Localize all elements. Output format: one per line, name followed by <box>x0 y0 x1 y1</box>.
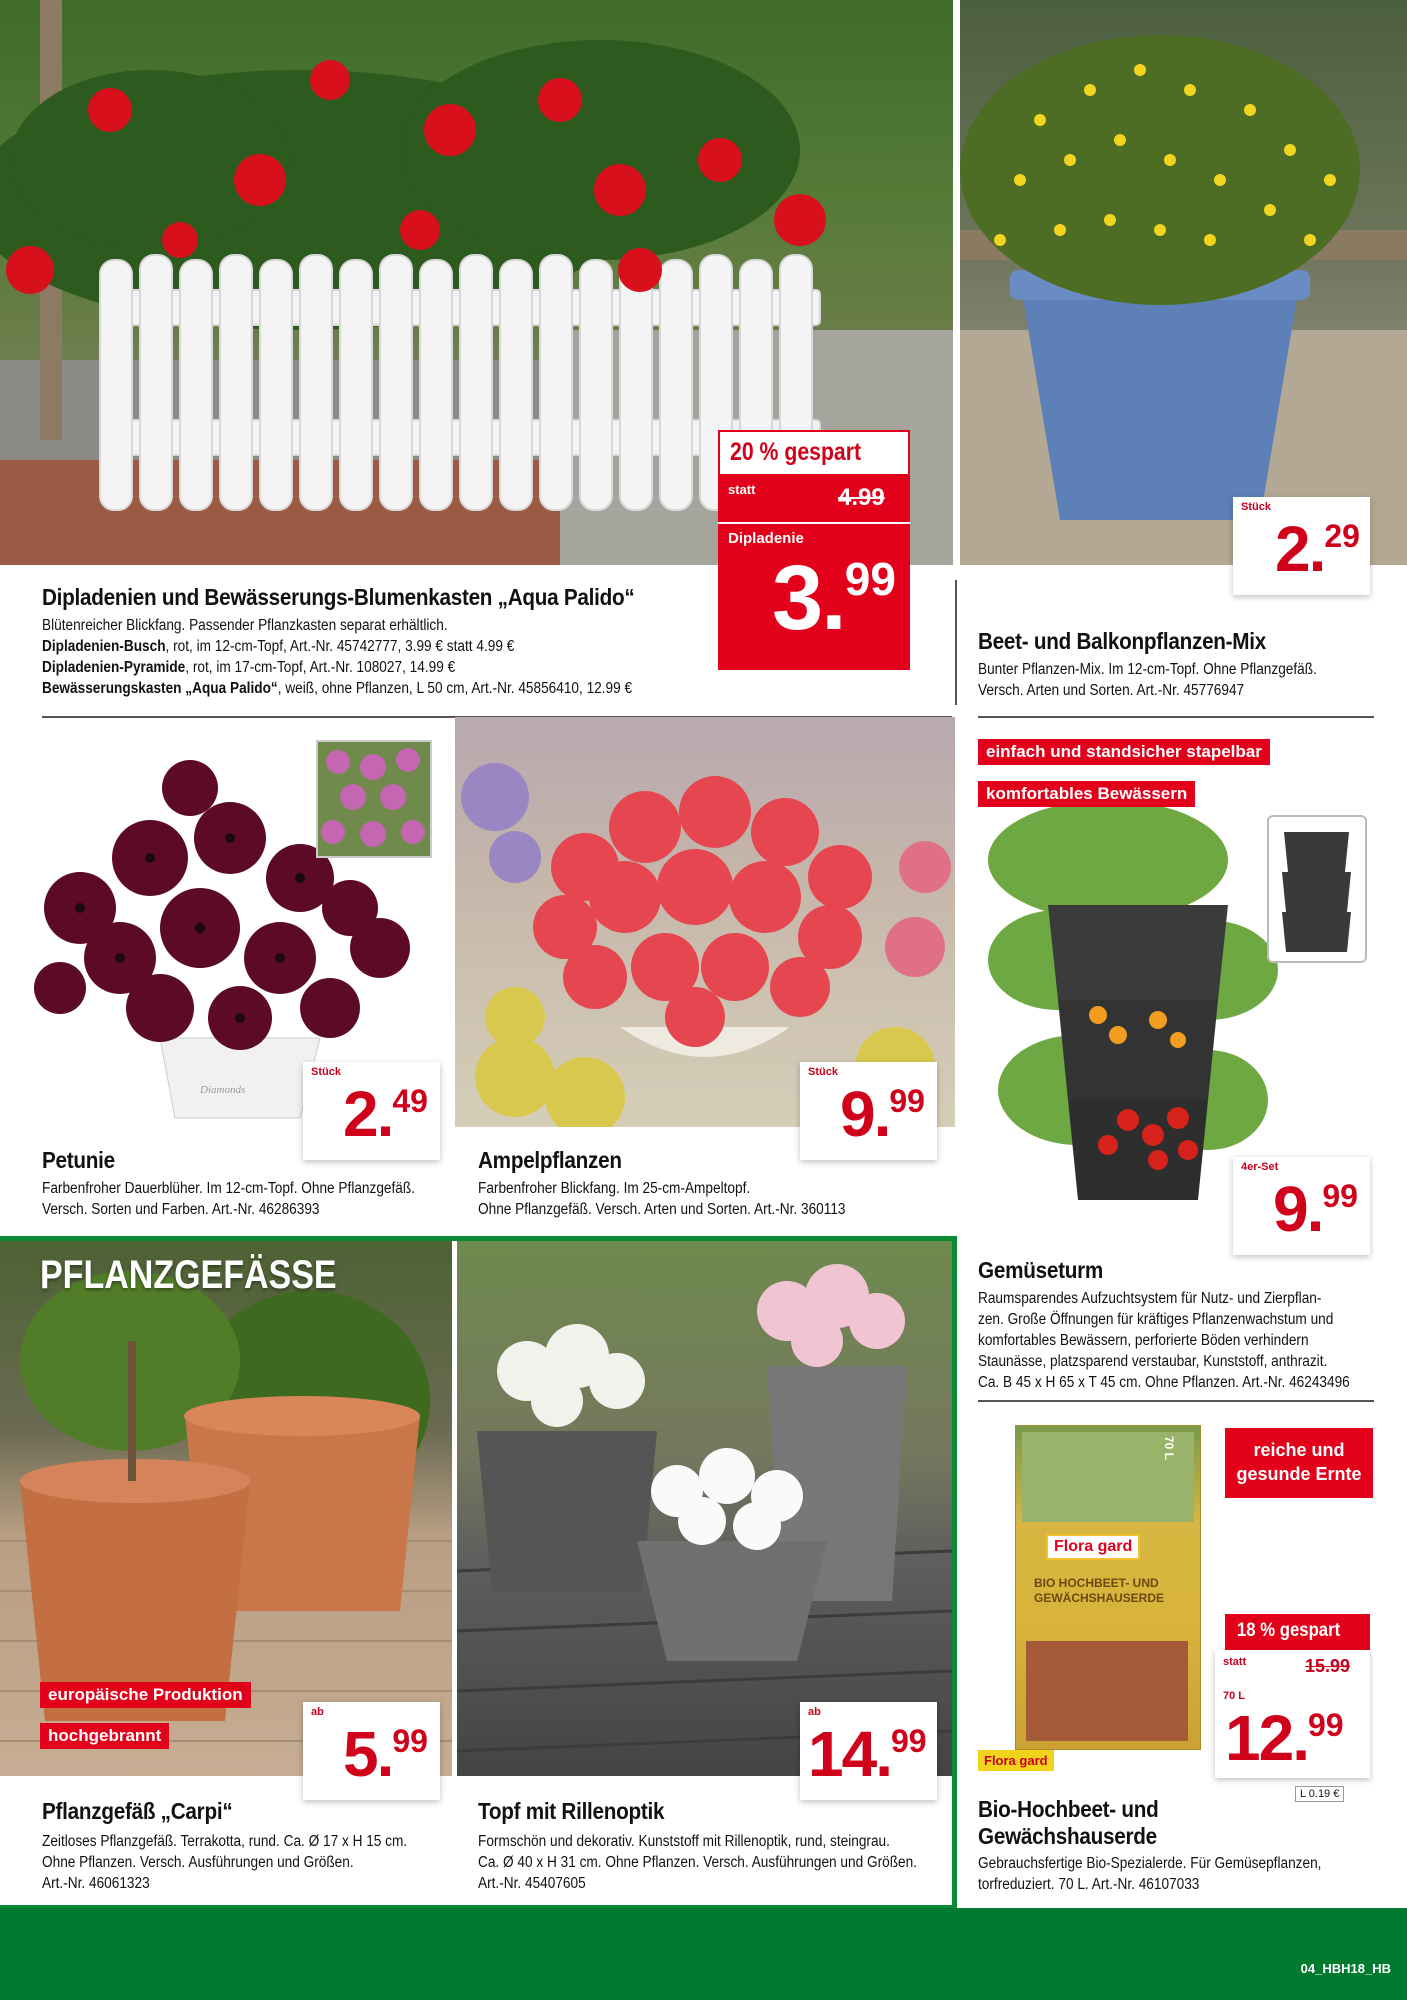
erde-price: 12.99 <box>1225 1702 1344 1774</box>
petunie-pot-label: Diamonds <box>200 1084 246 1096</box>
erde-logo: Flora gard <box>978 1750 1054 1771</box>
erde-unit-price: L 0.19 € <box>1295 1786 1344 1802</box>
ampel-description: Farbenfroher Blickfang. Im 25-cm-Ampeltopf. Ohne Pflanzgefäß. Versch. Arten und Sorten. Art.-Nr. 360113 <box>478 1180 846 1218</box>
dipladenia-price-box <box>718 430 910 670</box>
carpi-price: 5.99 <box>343 1718 428 1790</box>
erde-price-box <box>1215 1614 1370 1804</box>
beet-mix-price-box <box>1233 497 1370 595</box>
dipladenia-description: Blütenreicher Blickfang. Passender Pflanzkasten separat erhältlich. Dipladenien-Busch, rot, im 12-cm-Topf, Art.-Nr. 45742777, 3.99 € statt 4.99 € Dipladenien-Pyramide, rot, im 17-cm-Topf, Art.-Nr. 108027, 14.99 € Bewässerungskasten „Aqua Palido“, weiß, ohne Pflanzen, L 50 cm, Art.-Nr. 45856410, 12.99 € <box>42 617 633 697</box>
dipladenia-saving-label: 20 % gespart <box>730 438 862 466</box>
dipladenia-old-price: 4.99 <box>838 484 885 511</box>
erde-statt-label: statt <box>1223 1656 1247 1668</box>
divider-top-right <box>978 716 1374 718</box>
beet-mix-title: Beet- und Balkonpflanzen-Mix <box>978 628 1267 654</box>
gemuese-price-box <box>1233 1157 1370 1255</box>
erde-bag-volume: 70 L <box>1162 1436 1176 1461</box>
erde-bag-text: BIO HOCHBEET- UND GEWÄCHSHAUSERDE <box>1034 1576 1165 1605</box>
erde-saving-label: 18 % gespart <box>1237 1620 1341 1641</box>
erde-bag <box>1015 1425 1201 1750</box>
section-heading: PFLANZGEFÄSSE <box>40 1253 337 1297</box>
petunie-price: 2.49 <box>343 1078 428 1150</box>
carpi-tag-production: europäische Produktion <box>40 1682 251 1708</box>
carpi-tag-fired: hochgebrannt <box>40 1723 169 1749</box>
page-code: 04_HBH18_HB <box>1300 1961 1391 1976</box>
rillen-title: Topf mit Rillenoptik <box>478 1798 665 1824</box>
divider-right-middle <box>978 1400 1374 1402</box>
vertical-divider-top <box>955 580 957 705</box>
gemuese-title: Gemüseturm <box>978 1257 1103 1283</box>
petunie-description: Farbenfroher Dauerblüher. Im 12-cm-Topf. Ohne Pflanzgefäß. Versch. Sorten und Farben. Art.-Nr. 46286393 <box>42 1180 416 1218</box>
erde-tag-box: reiche und gesunde Ernte <box>1225 1428 1373 1498</box>
rillen-price: 14.99 <box>808 1718 927 1790</box>
erde-size: 70 L <box>1223 1690 1246 1702</box>
rillen-photo <box>457 1241 952 1776</box>
petunie-price-box <box>303 1062 440 1160</box>
ampel-unit: Stück <box>808 1066 838 1078</box>
gemuese-tag-stackable: einfach und standsicher stapelbar <box>978 739 1270 765</box>
rillen-unit: ab <box>808 1706 821 1718</box>
erde-title: Bio-Hochbeet- und Gewächshauserde <box>978 1796 1159 1849</box>
erde-bag-brand: Flora gard <box>1046 1534 1140 1560</box>
vertical-divider-bottom <box>952 1236 957 1910</box>
beet-mix-price: 2.29 <box>1275 513 1360 585</box>
carpi-price-box <box>303 1702 440 1800</box>
dipladenia-title: Dipladenien und Bewässerungs-Blumenkasten „Aqua Palido“ <box>42 584 635 610</box>
ampel-title: Ampelpflanzen <box>478 1147 622 1173</box>
petunie-unit: Stück <box>311 1066 341 1078</box>
erde-description: Gebrauchsfertige Bio-Spezialerde. Für Gemüsepflanzen, torfreduziert. 70 L. Art.-Nr. 46107033 <box>978 1855 1322 1893</box>
beet-mix-photo <box>960 0 1407 565</box>
gemuese-description: Raumsparendes Aufzuchtsystem für Nutz- und Zierpflan- zen. Große Öffnungen für kräftiges Pflanzenwachstum und komfortables Bewässern, perforierte Böden verhindern Staunässe, platzsparend verstaubar, Kunststoff, anthrazit. Ca. B 45 x H 65 x T 45 cm. Ohne Pflanzen. Art.-Nr. 46243496 <box>978 1290 1350 1391</box>
carpi-unit: ab <box>311 1706 324 1718</box>
carpi-description: Zeitloses Pflanzgefäß. Terrakotta, rund. Ca. Ø 17 x H 15 cm. Ohne Pflanzen. Versch. Ausführungen und Größen. Art.-Nr. 46061323 <box>42 1833 408 1892</box>
erde-old-price: 15.99 <box>1305 1656 1351 1676</box>
dipladenia-statt-label: statt <box>728 482 756 497</box>
gemuese-stack-inset <box>1267 815 1367 963</box>
gemuese-tag-watering: komfortables Bewässern <box>978 781 1195 807</box>
ampel-price: 9.99 <box>840 1078 925 1150</box>
gemuese-price: 9.99 <box>1273 1173 1358 1245</box>
beet-mix-unit: Stück <box>1241 501 1271 513</box>
ampel-price-box <box>800 1062 937 1160</box>
rillen-description: Formschön und dekorativ. Kunststoff mit Rillenoptik, rund, steingrau. Ca. Ø 40 x H 31 cm. Ohne Pflanzen. Versch. Ausführungen und Größen. Art.-Nr. 45407605 <box>478 1833 918 1892</box>
dipladenia-price: 3.99 <box>772 547 896 649</box>
rillen-price-box <box>800 1702 937 1800</box>
footer-bar <box>0 1908 1407 2000</box>
petunie-title: Petunie <box>42 1147 115 1173</box>
dipladenia-price-label: Dipladenie <box>728 530 804 547</box>
petunie-inset-photo <box>316 740 432 858</box>
carpi-title: Pflanzgefäß „Carpi“ <box>42 1798 233 1824</box>
gemuese-unit: 4er-Set <box>1241 1161 1279 1173</box>
beet-mix-description: Bunter Pflanzen-Mix. Im 12-cm-Topf. Ohne Pflanzgefäß. Versch. Arten und Sorten. Art.-Nr. 45776947 <box>978 661 1317 699</box>
